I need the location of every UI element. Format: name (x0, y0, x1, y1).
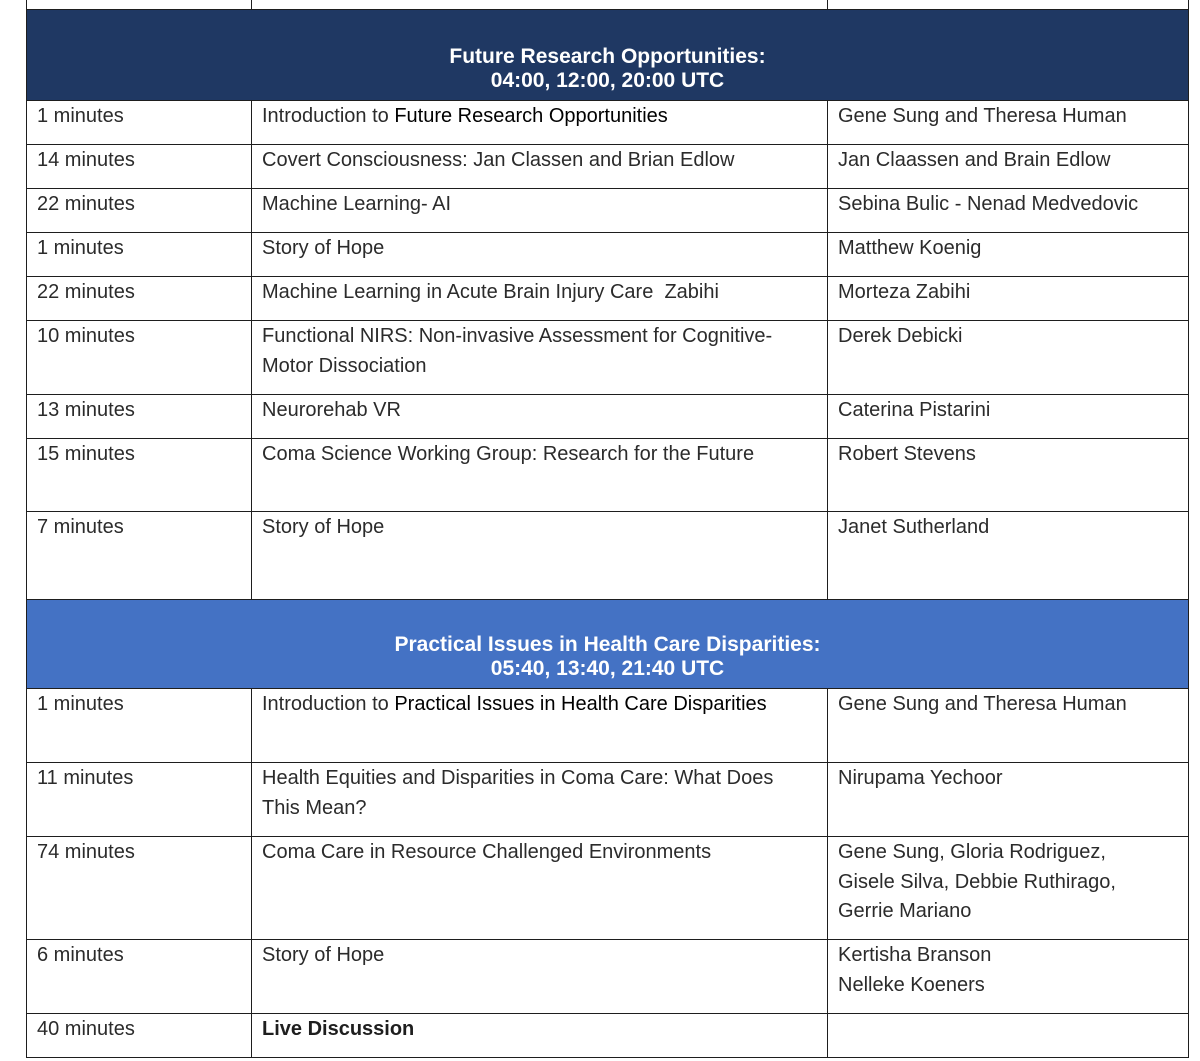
table-row (27, 277, 1189, 321)
table-row (27, 395, 1189, 439)
speaker-cell: Robert Stevens (828, 439, 1189, 512)
table-row-partial (27, 0, 1189, 10)
topic-cell: Story of Hope (252, 233, 828, 277)
topic-cell (252, 0, 828, 10)
table-row (27, 1014, 1189, 1058)
topic-name: Future Research Opportunities (394, 105, 668, 127)
table-row (27, 145, 1189, 189)
duration-cell: 1 minutes (27, 233, 252, 277)
duration-cell: 15 minutes (27, 439, 252, 512)
topic-cell (252, 689, 828, 763)
speaker-cell: Morteza Zabihi (828, 277, 1189, 321)
section-title: Practical Issues in Health Care Disparities: (394, 633, 821, 656)
speaker-cell: Janet Sutherland (828, 512, 1189, 600)
duration-cell: 1 minutes (27, 101, 252, 145)
speaker-line: Gerrie Mariano (838, 900, 972, 922)
speaker-cell: Caterina Pistarini (828, 395, 1189, 439)
table-row (27, 321, 1189, 395)
table-row (27, 189, 1189, 233)
table-row (27, 101, 1189, 145)
topic-cell: Machine Learning- AI (252, 189, 828, 233)
speaker-cell: Gene Sung and Theresa Human (828, 689, 1189, 763)
speaker-line: Gisele Silva, Debbie Ruthirago, (838, 870, 1116, 893)
topic-prefix: Introduction to (262, 693, 395, 715)
topic-name: Practical Issues in Health Care Disparities (394, 693, 767, 715)
duration-cell: 10 minutes (27, 321, 252, 395)
topic-cell: Story of Hope (252, 512, 828, 600)
table-row (27, 512, 1189, 600)
duration-cell: 22 minutes (27, 277, 252, 321)
topic-cell (252, 321, 828, 395)
speaker-cell (828, 940, 1189, 1014)
topic-line: This Mean? (262, 796, 367, 819)
table-row (27, 233, 1189, 277)
topic-line: Functional NIRS: Non-invasive Assessment for Cognitive- (262, 325, 773, 347)
table-row (27, 940, 1189, 1014)
table-row (27, 689, 1189, 763)
duration-cell: 11 minutes (27, 763, 252, 837)
topic-prefix: Introduction to (262, 105, 395, 127)
duration-cell: 74 minutes (27, 837, 252, 940)
table-row (27, 439, 1189, 512)
section-times: 04:00, 12:00, 20:00 UTC (490, 69, 725, 92)
speaker-cell (828, 0, 1189, 10)
table-row (27, 763, 1189, 837)
duration-cell: 1 minutes (27, 689, 252, 763)
duration-cell: 40 minutes (27, 1014, 252, 1058)
speaker-cell: Nirupama Yechoor (828, 763, 1189, 837)
speaker-line: Nelleke Koeners (838, 973, 985, 996)
duration-cell: 7 minutes (27, 512, 252, 600)
duration-cell: 6 minutes (27, 940, 252, 1014)
speaker-cell: Gene Sung and Theresa Human (828, 101, 1189, 145)
speaker-cell: Matthew Koenig (828, 233, 1189, 277)
section-header-cell (27, 10, 1189, 101)
duration-cell: 14 minutes (27, 145, 252, 189)
topic-cell: Covert Consciousness: Jan Classen and Brian Edlow (252, 145, 828, 189)
section-header-cell (27, 600, 1189, 689)
table-row (27, 837, 1189, 940)
topic-cell (252, 763, 828, 837)
section-header-health-care-disparities (27, 600, 1189, 689)
speaker-cell: Derek Debicki (828, 321, 1189, 395)
speaker-cell (828, 1014, 1189, 1058)
section-header-future-research (27, 10, 1189, 101)
topic-cell: Coma Science Working Group: Research for the Future (252, 439, 828, 512)
speaker-line: Kertisha Branson (838, 944, 992, 966)
speaker-cell (828, 837, 1189, 940)
topic-cell: Live Discussion (252, 1014, 828, 1058)
duration-cell (27, 0, 252, 10)
topic-cell (252, 101, 828, 145)
topic-cell: Neurorehab VR (252, 395, 828, 439)
topic-line: Motor Dissociation (262, 354, 427, 377)
duration-cell: 22 minutes (27, 189, 252, 233)
speaker-cell: Jan Claassen and Brain Edlow (828, 145, 1189, 189)
schedule-table (26, 0, 1189, 1058)
duration-cell: 13 minutes (27, 395, 252, 439)
section-times: 05:40, 13:40, 21:40 UTC (490, 657, 725, 680)
topic-line: Health Equities and Disparities in Coma Care: What Does (262, 767, 774, 789)
topic-cell: Coma Care in Resource Challenged Environments (252, 837, 828, 940)
speaker-cell: Sebina Bulic - Nenad Medvedovic (828, 189, 1189, 233)
topic-cell: Machine Learning in Acute Brain Injury Care Zabihi (252, 277, 828, 321)
topic-cell: Story of Hope (252, 940, 828, 1014)
speaker-line: Gene Sung, Gloria Rodriguez, (838, 841, 1106, 863)
section-title: Future Research Opportunities: (449, 45, 766, 68)
